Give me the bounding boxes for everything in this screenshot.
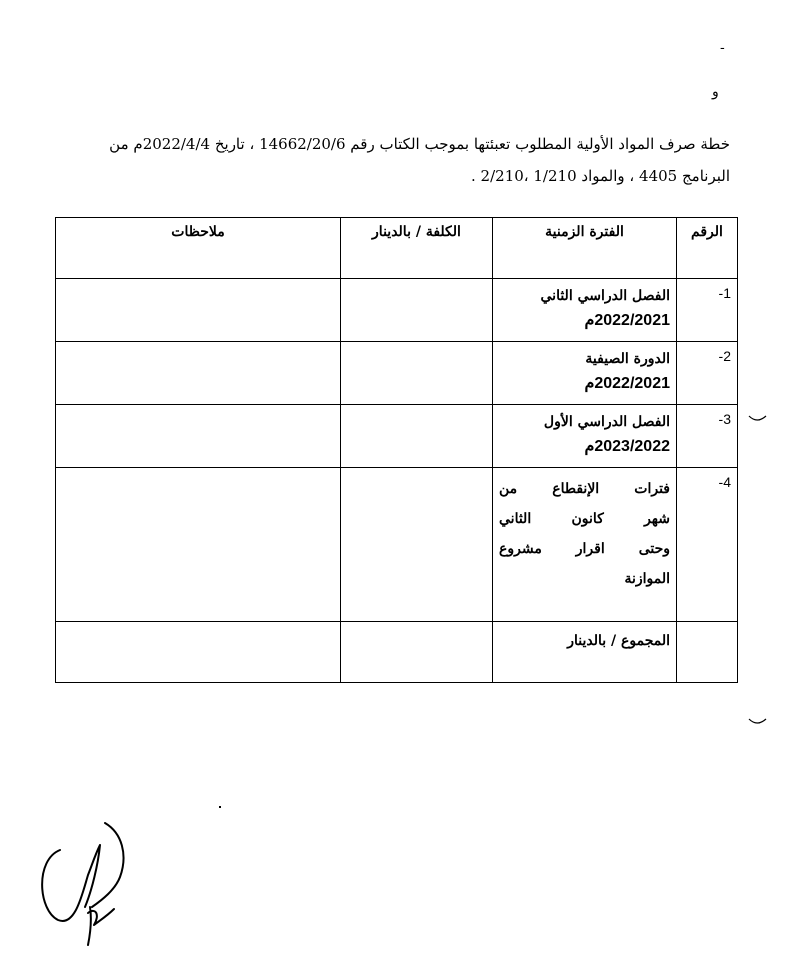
- total-label: المجموع / بالدينار: [493, 622, 677, 683]
- corner-letter: ﻭ: [712, 84, 719, 100]
- period-line: شهر كانون الثاني: [499, 511, 670, 527]
- header-cost: الكلفة / بالدينار: [341, 218, 493, 279]
- table-header-row: [56, 218, 738, 279]
- row-cost: [341, 405, 493, 468]
- row-period: [493, 279, 677, 342]
- header-number: الرقم: [677, 218, 738, 279]
- row-period: [493, 468, 677, 622]
- row-cost: [341, 468, 493, 622]
- row-period: [493, 342, 677, 405]
- corner-dash: -: [720, 40, 725, 56]
- header-notes: ملاحظات: [56, 218, 341, 279]
- margin-mark-1: [748, 414, 768, 424]
- table-row: [56, 468, 738, 622]
- row-notes: [56, 405, 341, 468]
- total-notes: [56, 622, 341, 683]
- spending-plan-table: [55, 217, 738, 683]
- period-line: الموازنة: [624, 571, 670, 587]
- header-period: الفترة الزمنية: [493, 218, 677, 279]
- margin-mark-2: [748, 717, 768, 727]
- signature: [30, 815, 150, 955]
- table-total-row: [56, 622, 738, 683]
- period-name: الدورة الصيفية: [585, 351, 670, 367]
- row-number: 2-: [677, 342, 738, 405]
- table-row: [56, 405, 738, 468]
- period-year: 2023/2022م: [584, 438, 670, 455]
- row-notes: [56, 279, 341, 342]
- total-number: [677, 622, 738, 683]
- intro-paragraph: [60, 128, 730, 192]
- total-cost: [341, 622, 493, 683]
- row-period: [493, 405, 677, 468]
- row-number: 4-: [677, 468, 738, 622]
- table-row: [56, 342, 738, 405]
- intro-line-1: خطة صرف المواد الأولية المطلوب تعبئتها بموجب الكتاب رقم 14662/20/6 ، تاريخ 2022/4/4م من: [109, 135, 730, 153]
- dot-mark: [219, 806, 221, 808]
- period-line: وحتى اقرار مشروع: [499, 541, 670, 557]
- row-number: 3-: [677, 405, 738, 468]
- row-notes: [56, 468, 341, 622]
- row-cost: [341, 342, 493, 405]
- period-year: 2022/2021م: [584, 375, 670, 392]
- period-line: فترات الإنقطاع من: [499, 481, 670, 497]
- period-year: 2022/2021م: [584, 312, 670, 329]
- period-name: الفصل الدراسي الثاني: [540, 288, 670, 304]
- table-row: [56, 279, 738, 342]
- period-name: الفصل الدراسي الأول: [543, 414, 670, 430]
- row-number: 1-: [677, 279, 738, 342]
- row-notes: [56, 342, 341, 405]
- intro-line-2: البرنامج 4405 ، والمواد 1/210 ،2/210 .: [471, 167, 730, 185]
- row-cost: [341, 279, 493, 342]
